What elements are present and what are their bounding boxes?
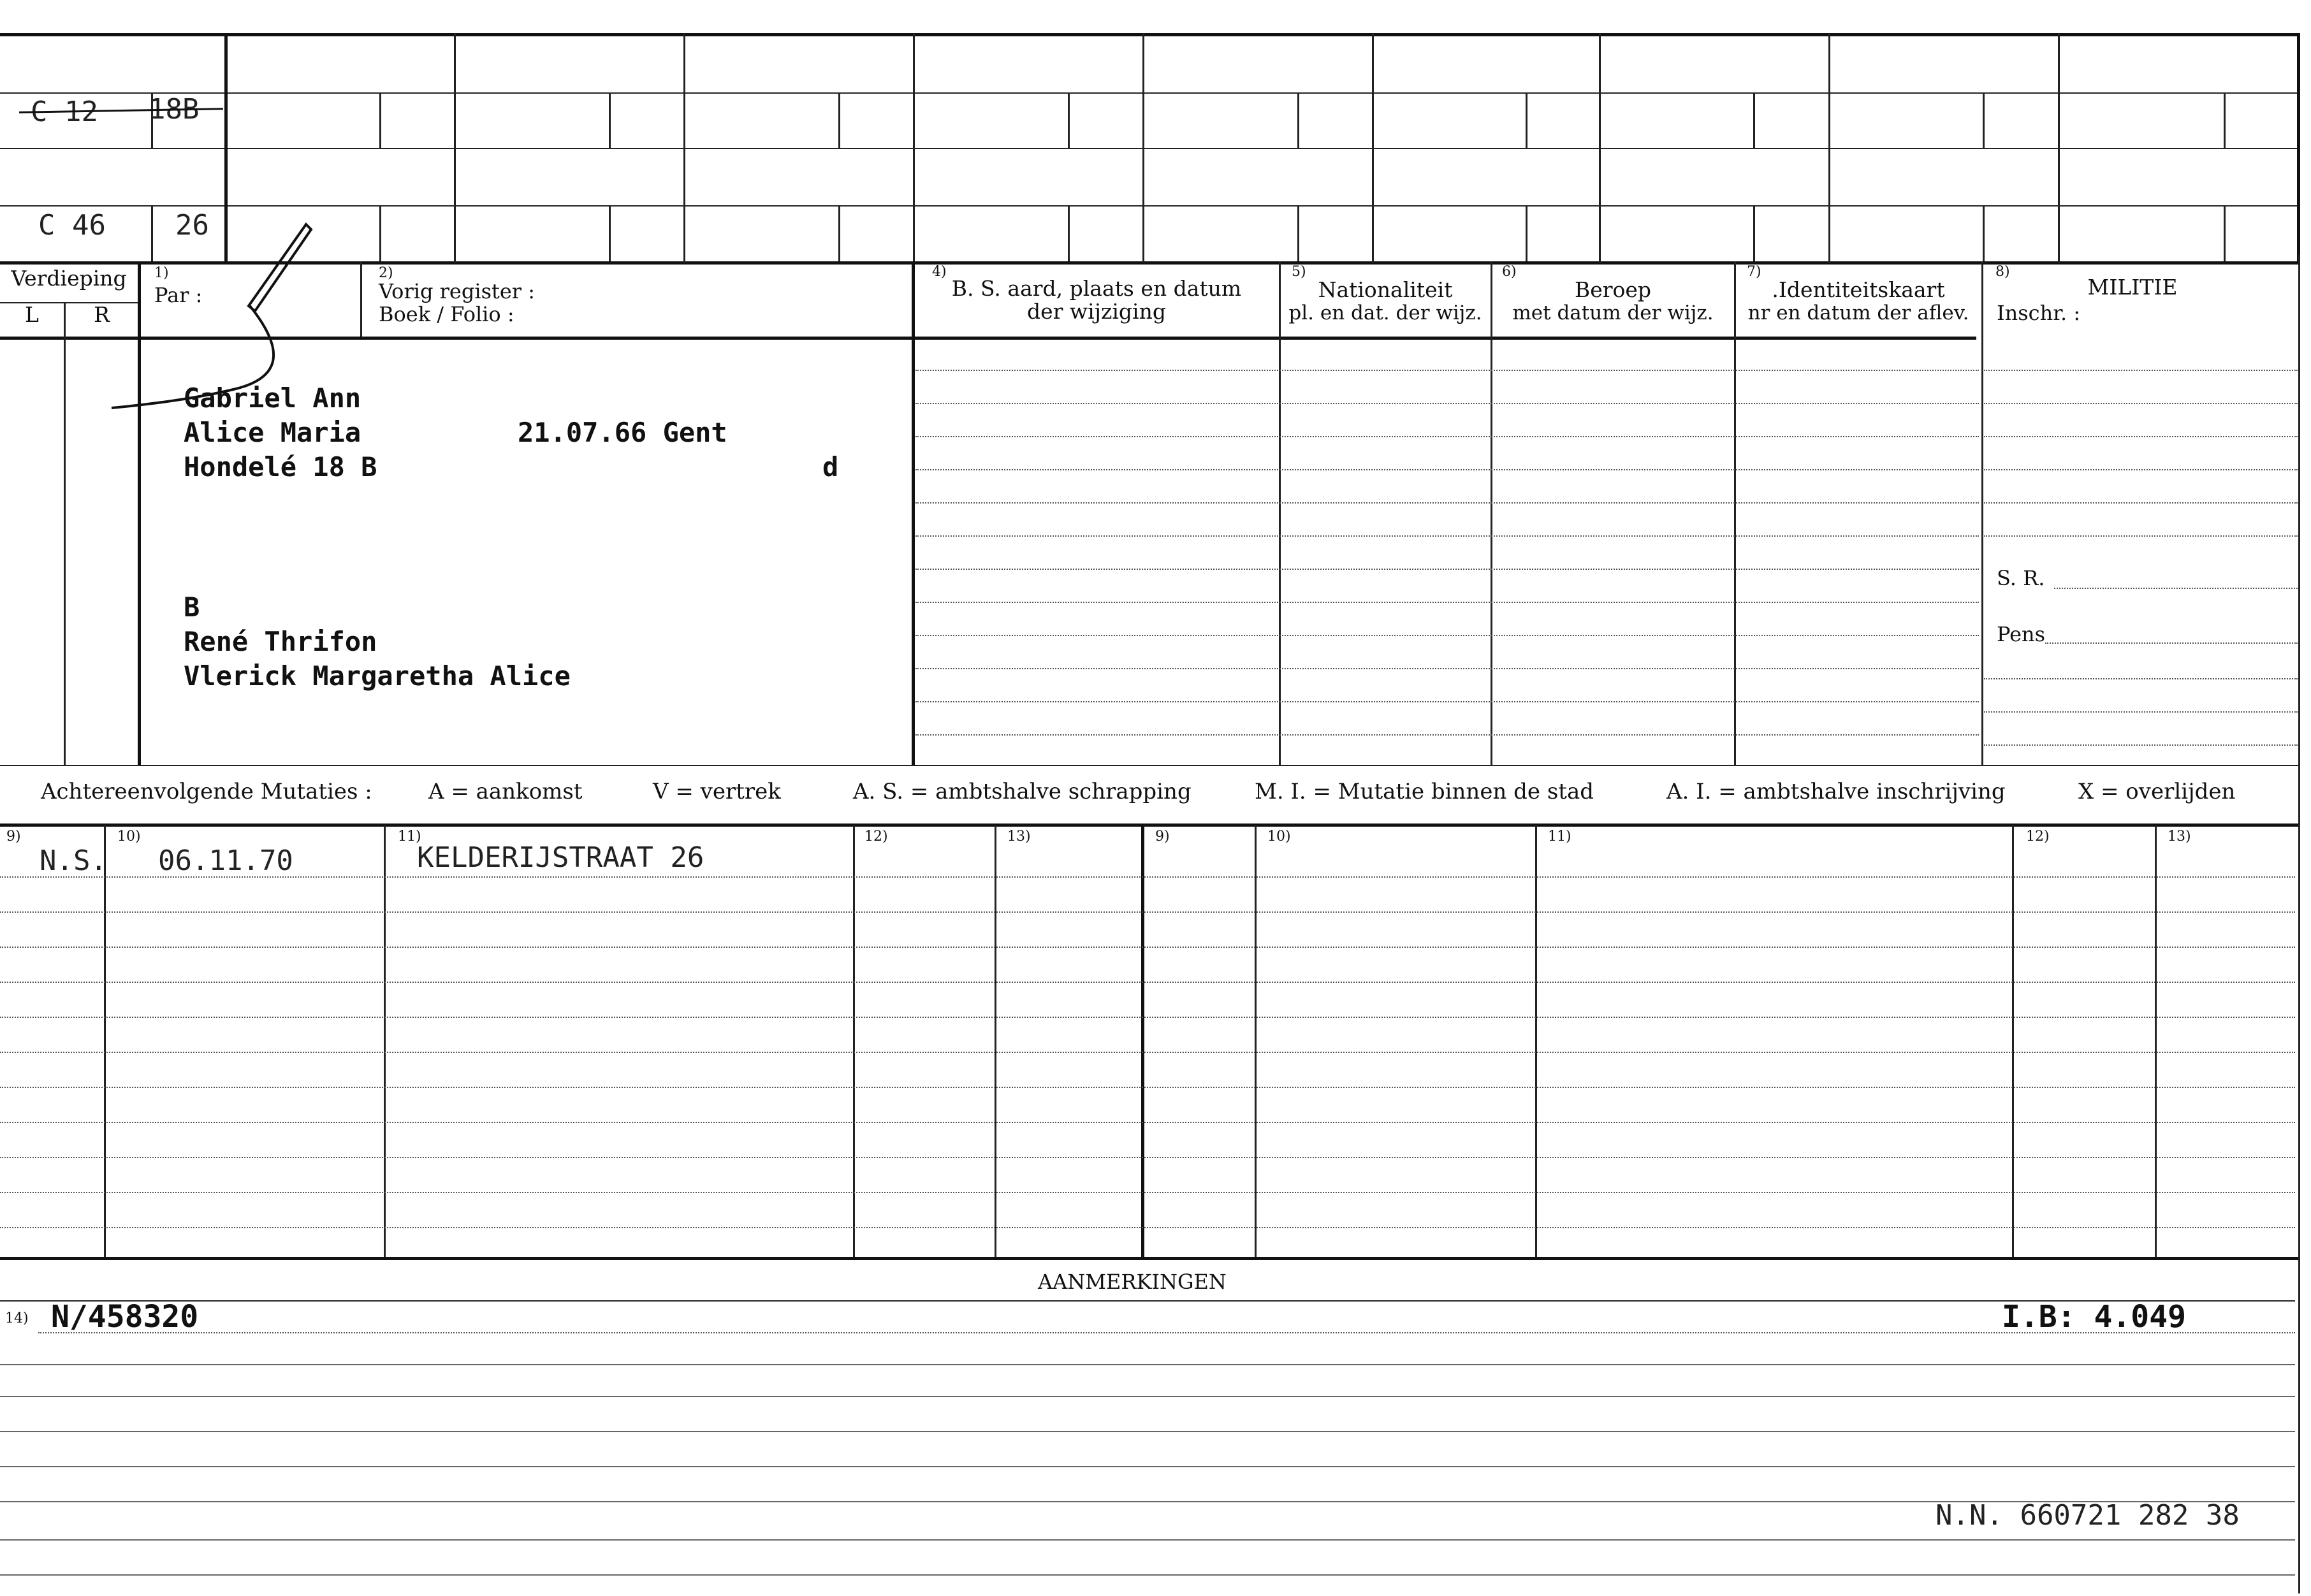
col-12b-label: 12) [2026, 829, 2050, 845]
legend-ai: A. I. = ambtshalve inschrijving [1666, 779, 2006, 804]
legend-title: Achtereenvolgende Mutaties : [41, 779, 372, 804]
par-label: Par : [154, 283, 203, 307]
legend-mi: M. I. = Mutatie binnen de stad [1255, 779, 1594, 804]
field-number-2: 2) [379, 265, 393, 281]
remarks-ib: I.B: 4.049 [2002, 1299, 2186, 1335]
col-11-label: 11) [398, 829, 421, 845]
legend-a: A = aankomst [428, 779, 583, 804]
remarks-title: AANMERKINGEN [1038, 1270, 1227, 1294]
beroep-header-1: Beroep [1574, 277, 1652, 302]
id-header-2: nr en datum der aflev. [1747, 301, 1969, 324]
remarks-reference: N/458320 [51, 1299, 199, 1335]
grid-number: 26 [175, 209, 209, 242]
field-number-14: 14) [5, 1310, 29, 1326]
legend-x: X = overlijden [2078, 779, 2236, 804]
col-10b-label: 10) [1267, 829, 1291, 845]
boek-folio-label: Boek / Folio : [379, 302, 514, 326]
mutation-address: KELDERIJSTRAAT 26 [417, 841, 704, 874]
person-surname: Hondelé 18 B [184, 451, 377, 482]
col-10-label: 10) [117, 829, 141, 845]
parents-marker: B [184, 591, 200, 623]
right-edge [2298, 255, 2300, 1593]
field-number-7: 7) [1747, 264, 1761, 280]
col-9-label: 9) [6, 829, 21, 845]
grid-old-code: C 12 [31, 96, 98, 128]
marital-mark: d [822, 451, 839, 482]
nationaliteit-header-2: pl. en dat. der wijz. [1288, 301, 1482, 324]
legend-v: V = vertrek [653, 779, 781, 804]
id-header-1: .Identiteitskaart [1772, 277, 1945, 302]
bs-header-1: B. S. aard, plaats en datum [951, 276, 1242, 301]
birth-date-place: 21.07.66 Gent [518, 417, 727, 448]
bs-header-2: der wijziging [1027, 299, 1166, 324]
col-12-label: 12) [864, 829, 888, 845]
grid-code: C 46 [38, 209, 106, 242]
grid-old-number: 18B [149, 93, 200, 126]
mother-name: Vlerick Margaretha Alice [184, 660, 571, 692]
person-first-names: Gabriel Ann [184, 382, 361, 414]
nationaliteit-header-1: Nationaliteit [1318, 277, 1453, 302]
sr-label: S. R. [1997, 566, 2045, 590]
militie-header: MILITIE [2087, 275, 2178, 300]
inschr-label: Inschr. : [1997, 301, 2081, 325]
father-name: René Thrifon [184, 626, 377, 657]
col-l-label: L [25, 302, 39, 327]
field-number-4: 4) [932, 264, 947, 280]
col-13b-label: 13) [2168, 829, 2191, 845]
col-9b-label: 9) [1155, 829, 1170, 845]
verdieping-label: Verdieping [11, 266, 127, 291]
person-middle-names: Alice Maria [184, 417, 361, 448]
col-11b-label: 11) [1548, 829, 1571, 845]
field-number-6: 6) [1502, 264, 1517, 280]
col-r-label: R [94, 302, 110, 327]
field-number-8: 8) [1995, 264, 2010, 280]
beroep-header-2: met datum der wijz. [1512, 301, 1714, 324]
col-13-label: 13) [1007, 829, 1031, 845]
legend-as: A. S. = ambtshalve schrapping [853, 779, 1192, 804]
pens-label: Pens [1997, 622, 2046, 646]
mutation-code: N.S. [40, 845, 107, 877]
national-number: N.N. 660721 282 38 [1936, 1499, 2240, 1532]
mutation-date: 06.11.70 [158, 845, 293, 877]
field-number-1: 1) [154, 265, 169, 281]
vorig-register-label: Vorig register : [379, 279, 536, 303]
field-number-5: 5) [1292, 264, 1306, 280]
pen-stroke-mark [108, 217, 325, 421]
